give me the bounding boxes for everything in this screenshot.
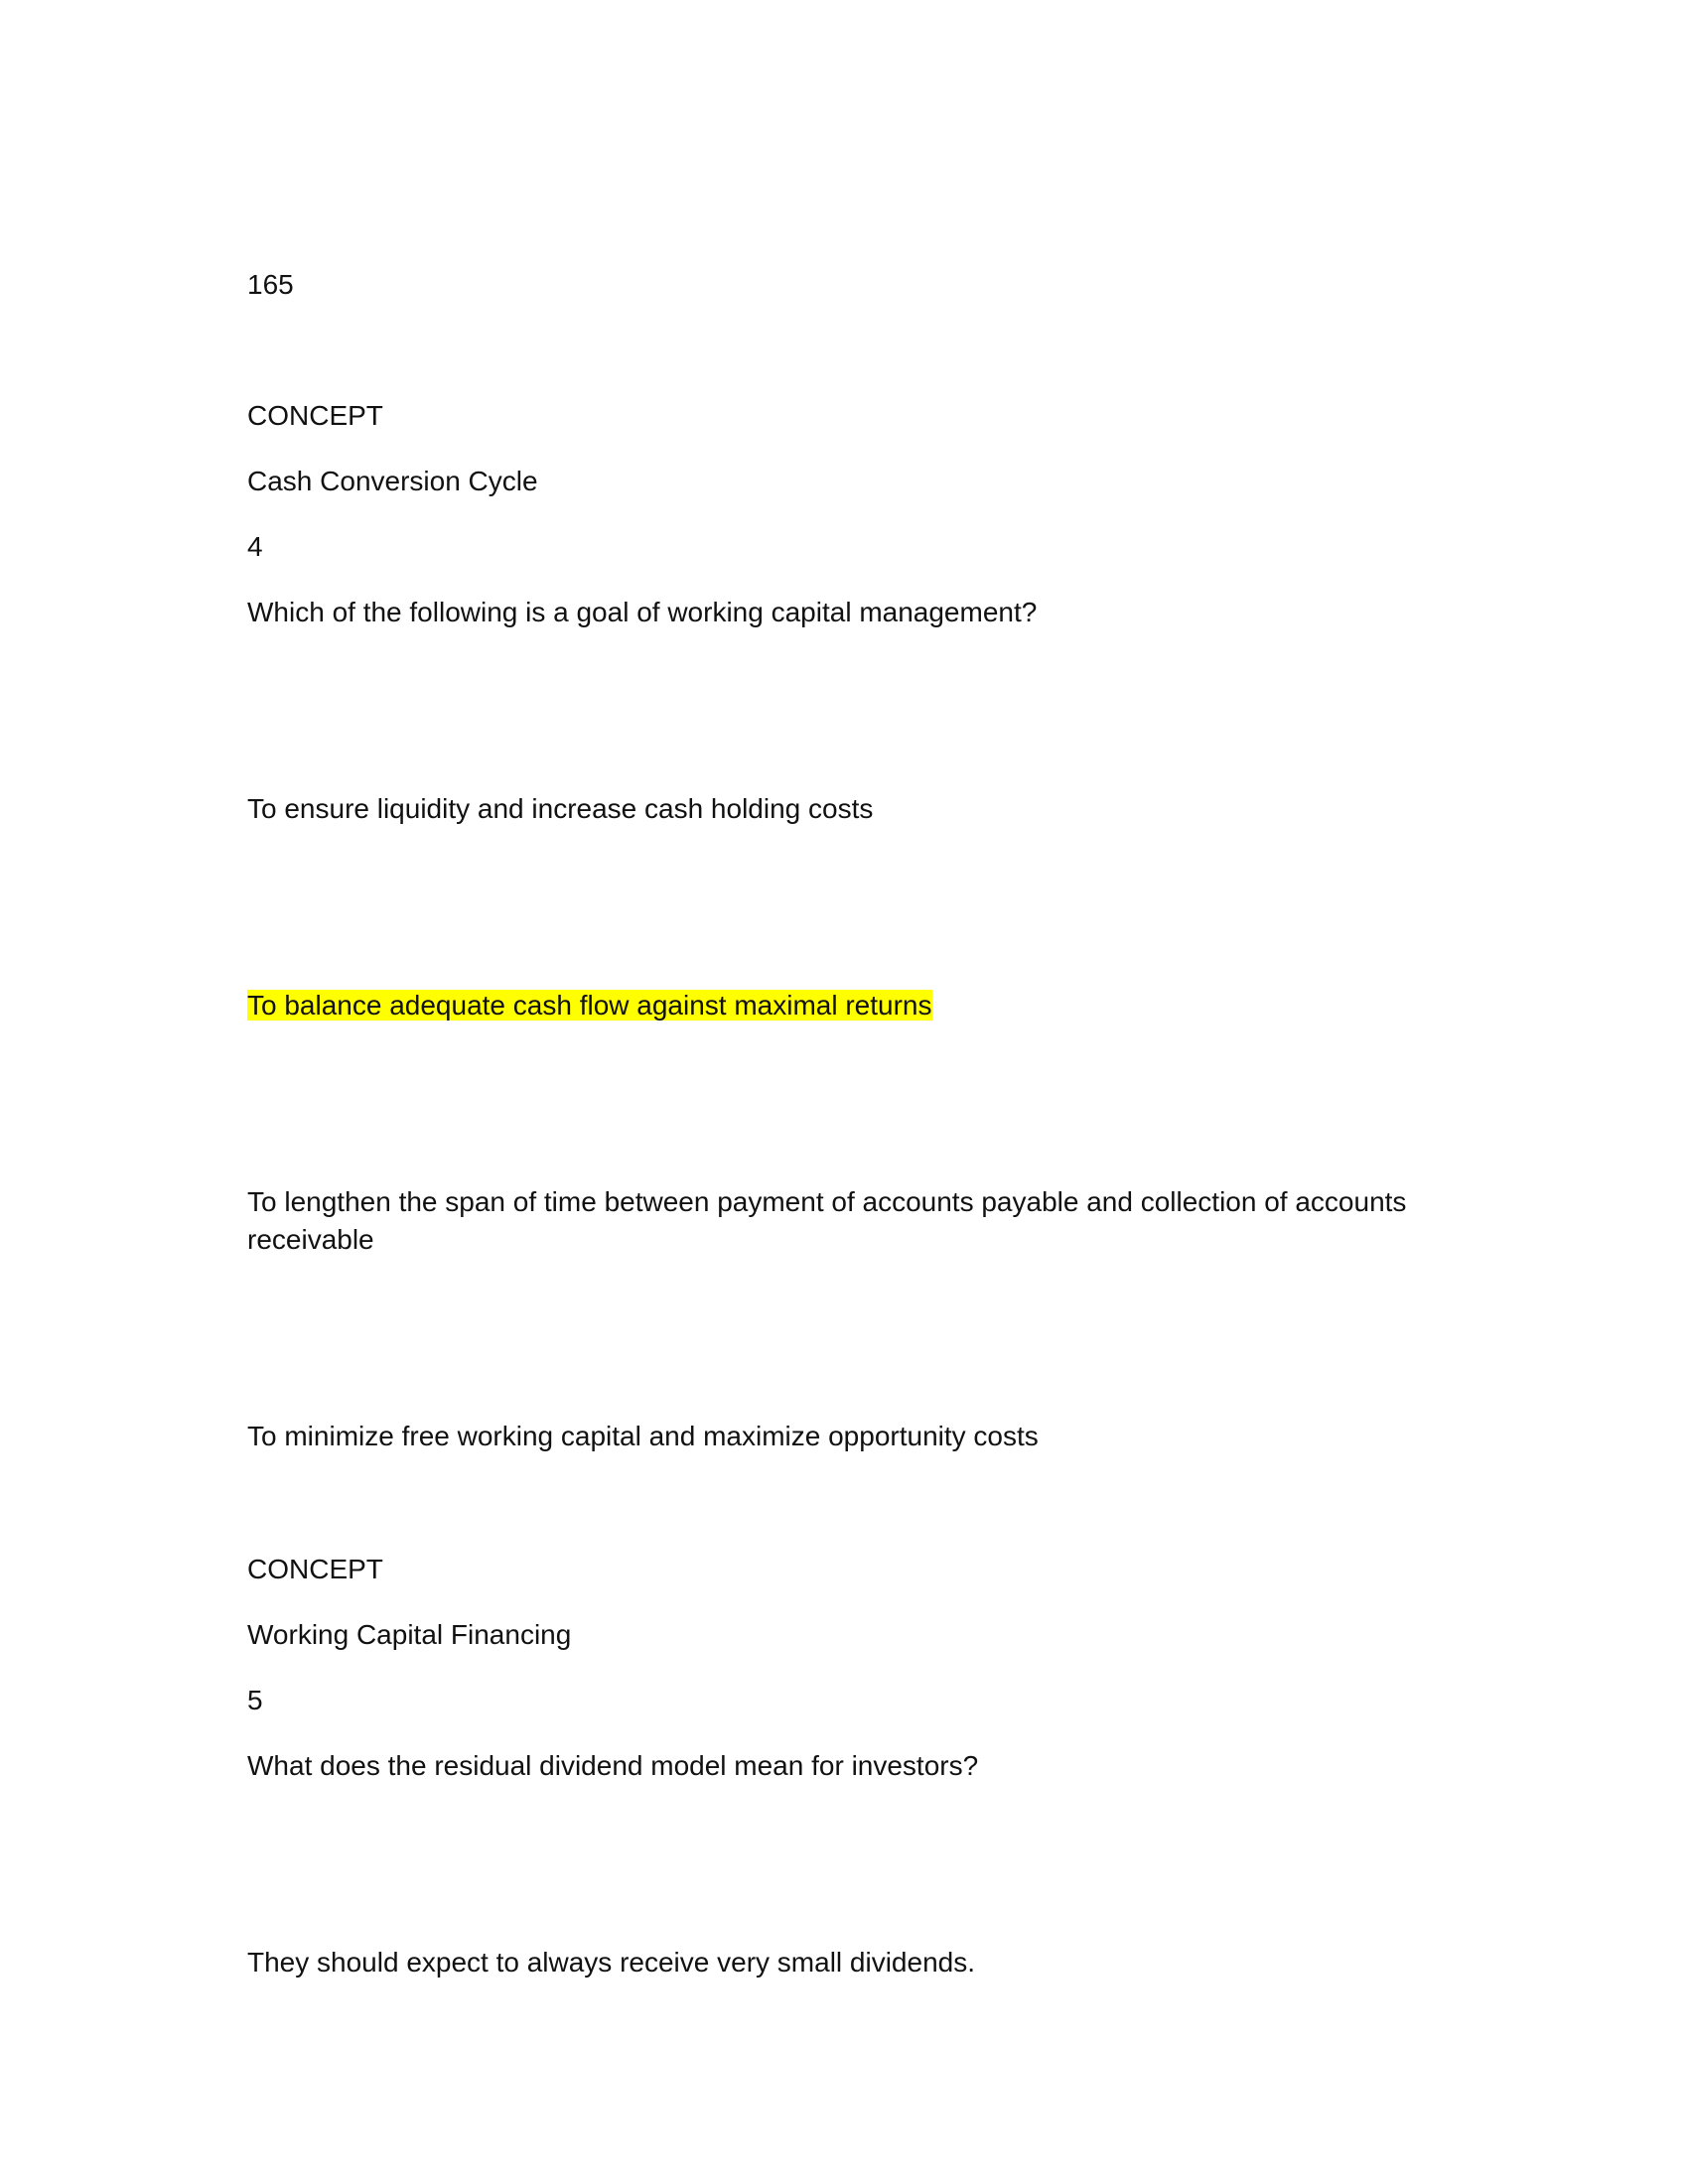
page-number: 165 xyxy=(247,269,294,300)
concept-label: CONCEPT xyxy=(247,400,383,431)
answer-option: To minimize free working capital and maximize opportunity costs xyxy=(247,1421,1039,1451)
concept-title: Cash Conversion Cycle xyxy=(247,466,538,496)
answer-option-highlighted xyxy=(247,987,932,1024)
question-text: What does the residual dividend model mean for investors? xyxy=(247,1750,979,1781)
concept-title: Working Capital Financing xyxy=(247,1619,572,1650)
answer-option: They should expect to always receive very small dividends. xyxy=(247,1947,976,1978)
highlighted-answer-text: To balance adequate cash flow against maximal returns xyxy=(247,990,932,1021)
question-number: 5 xyxy=(247,1685,263,1715)
concept-label: CONCEPT xyxy=(247,1554,383,1584)
answer-option: To lengthen the span of time between payment of accounts payable and collection of accounts receivable xyxy=(247,1186,1407,1255)
question-text: Which of the following is a goal of working capital management? xyxy=(247,597,1038,627)
question-number: 4 xyxy=(247,531,263,562)
answer-option: To ensure liquidity and increase cash holding costs xyxy=(247,793,874,824)
